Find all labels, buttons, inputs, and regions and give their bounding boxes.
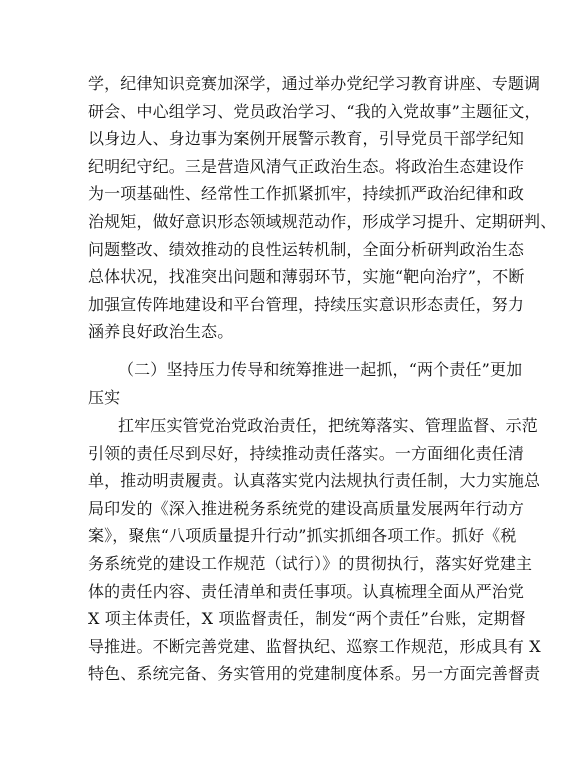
text-line: 纪明纪守纪。三是营造风清气正政治生态。将政治生态建设作	[88, 156, 525, 176]
text-line: 加强宣传阵地建设和平台管理，持续压实意识形态责任，努力	[88, 294, 525, 314]
section-heading-two-responsibilities	[88, 356, 523, 411]
text-line: 学，纪律知识竞赛加深学，通过举办党纪学习教育讲座、专题调	[88, 74, 541, 93]
text-line: 研会、中心组学习、党员政治学习、“我的入党故事”主题征文，	[88, 101, 541, 121]
text-line: 问题整改、绩效推动的良性运转机制，全面分析研判政治生态	[88, 239, 525, 259]
text-line: 务系统党的建设工作规范（试行）》的贯彻执行，落实好党建主	[88, 553, 533, 573]
text-line: 导推进。不断完善党建、监督执纪、巡察工作规范，形成具有 X	[88, 636, 541, 656]
text-line: 为一项基础性、经常性工作抓紧抓牢，持续抓严政治纪律和政	[88, 184, 525, 204]
text-line: 治规矩，做好意识形态领域规范动作，形成学习提升、定期研判、	[88, 211, 557, 231]
text-line: 特色、系统完备、务实管用的党建制度体系。另一方面完善督责	[88, 664, 541, 684]
text-line: X 项主体责任，X 项监督责任，制发“两个责任”台账，定期督	[88, 609, 526, 629]
text-line: 案》，聚焦“八项质量提升行动”抓实抓细各项工作。抓好《税	[88, 526, 517, 546]
text-line: 扛牢压实管党治党政治责任，把统筹落实、管理监督、示范	[118, 416, 538, 435]
text-line: 以身边人、身边事为案例开展警示教育，引导党员干部学纪知	[88, 129, 525, 149]
text-line: 总体状况，找准突出问题和薄弱环节，实施“靶向治疗”，不断	[88, 267, 525, 287]
body-paragraph-responsibility	[88, 412, 541, 688]
text-line: 局印发的《深入推进税务系统党的建设高质量发展两年行动方	[88, 498, 525, 518]
body-paragraph-political-ecology	[88, 70, 557, 346]
text-line: 体的责任内容、责任清单和责任事项。认真梳理全面从严治党	[88, 581, 525, 601]
heading-line: 压实	[88, 387, 121, 407]
text-line: 引领的责任尽到尽好，持续推动责任落实。一方面细化责任清	[88, 443, 525, 463]
heading-line: （二）坚持压力传导和统筹推进一起抓，“两个责任”更加	[118, 360, 523, 379]
text-line: 涵养良好政治生态。	[88, 322, 234, 342]
text-line: 单，推动明责履责。认真落实党内法规执行责任制，大力实施总	[88, 471, 541, 491]
